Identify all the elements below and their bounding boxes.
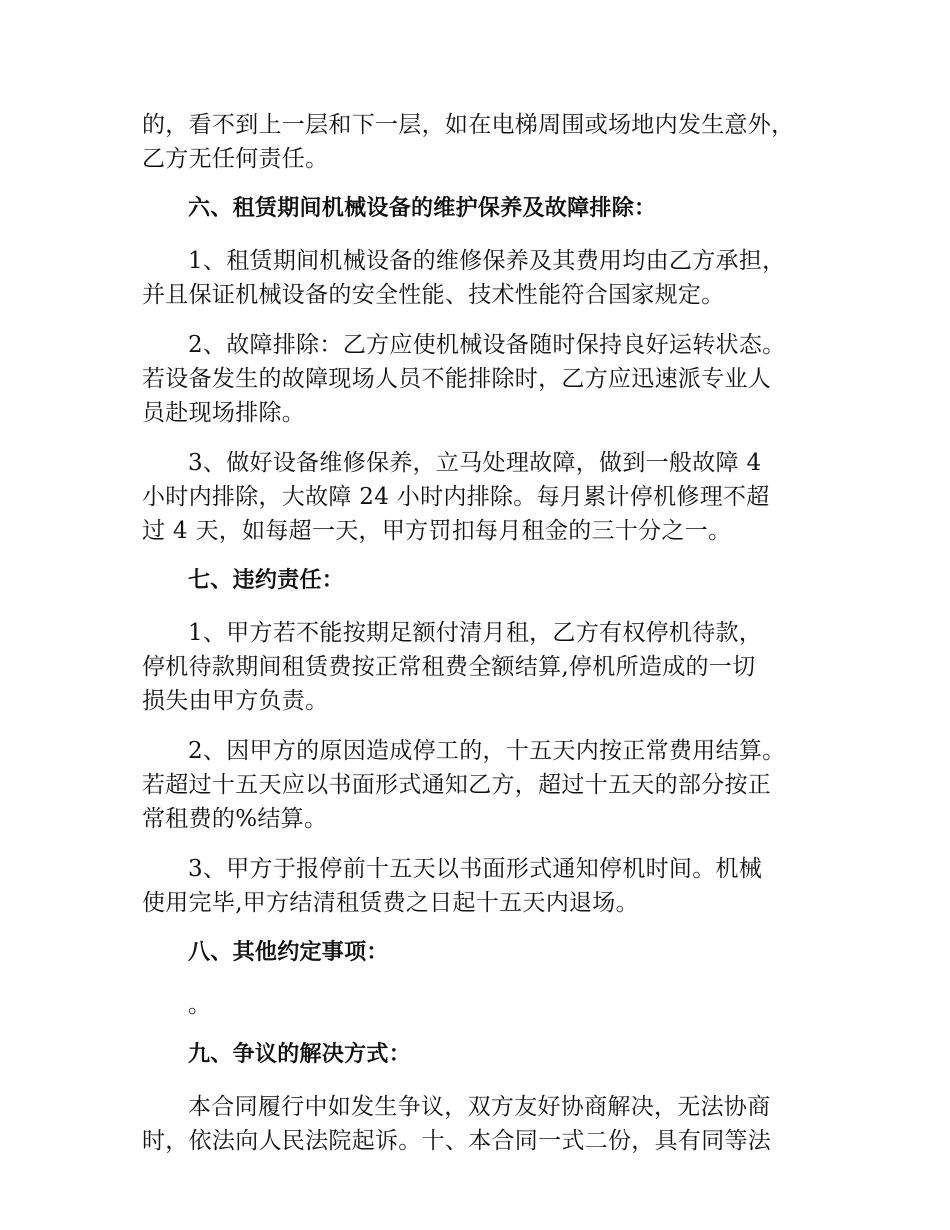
text-line: 过 4 天，如每超一天，甲方罚扣每月租金的三十分之一。 (142, 518, 732, 544)
text-line: 时，依法向人民法院起诉。十、本合同一式二份，具有同等法 (142, 1128, 772, 1154)
text-line: 1、甲方若不能按期足额付清月租，乙方有权停机待款， (188, 620, 763, 646)
text-line: 1、租赁期间机械设备的维修保养及其费用均由乙方承担， (188, 248, 786, 274)
text-line: 的，看不到上一层和下一层，如在电梯周围或场地内发生意外， (142, 112, 795, 138)
text-line: 3、甲方于报停前十五天以书面形式通知停机时间。机械 (188, 856, 763, 882)
paragraph-7-3 (142, 852, 810, 920)
section-heading-9: 九、争议的解决方式： (188, 1042, 412, 1067)
section-heading-7: 七、违约责任： (188, 568, 345, 593)
paragraph-7-2 (142, 734, 810, 836)
text-line: 若超过十五天应以书面形式通知乙方，超过十五天的部分按正 (142, 772, 772, 798)
text-line: 2、因甲方的原因造成停工的，十五天内按正常费用结算。 (188, 738, 786, 764)
text-line: 2、故障排除：乙方应使机械设备随时保持良好运转状态。 (188, 332, 786, 358)
paragraph-9-1 (142, 1090, 810, 1158)
paragraph-7-1 (142, 616, 810, 718)
text-line: 损失由甲方负责。 (142, 688, 329, 714)
text-line: 3、做好设备维修保养，立马处理故障，做到一般故障 4 (188, 450, 762, 476)
text-line: 若设备发生的故障现场人员不能排除时，乙方应迅速派专业人 (142, 366, 772, 392)
paragraph-6-1 (142, 244, 810, 312)
text-line: 使用完毕,甲方结清租赁费之日起十五天内退场。 (142, 890, 639, 916)
text-line: 本合同履行中如发生争议，双方友好协商解决，无法协商 (188, 1094, 771, 1120)
document-body (142, 108, 810, 1174)
section-heading-8: 八、其他约定事项： (188, 940, 389, 965)
text-line: 员赴现场排除。 (142, 400, 306, 426)
text-line: 停机待款期间租赁费按正常租费全额结算,停机所造成的一切 (142, 654, 756, 680)
text-line: 常租费的%结算。 (142, 806, 328, 832)
paragraph-8-1 (142, 988, 810, 1022)
section-heading-6: 六、租赁期间机械设备的维护保养及故障排除： (188, 196, 657, 221)
paragraph-6-3 (142, 446, 810, 548)
text-line: 乙方无任何责任。 (142, 146, 329, 172)
text-line: 并且保证机械设备的安全性能、技术性能符合国家规定。 (142, 282, 725, 308)
text-line: 。 (188, 992, 212, 1018)
paragraph-continuation (142, 108, 810, 176)
text-line: 小时内排除，大故障 24 小时内排除。每月累计停机修理不超 (142, 484, 770, 510)
paragraph-6-2 (142, 328, 810, 430)
